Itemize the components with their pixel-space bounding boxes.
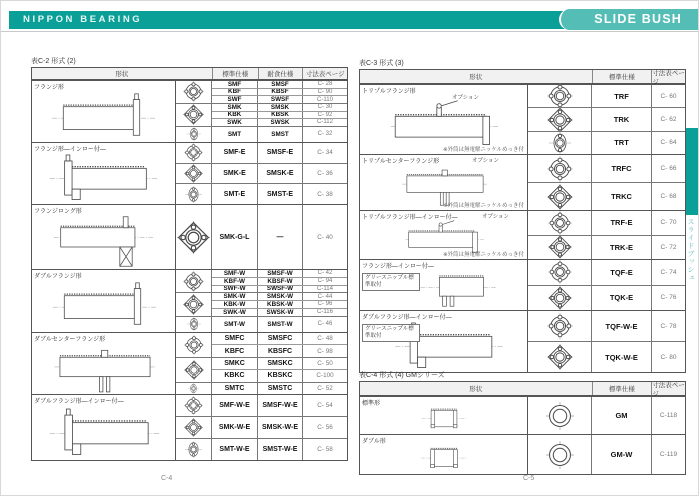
corrosion-model: SMSF-E [258, 143, 303, 163]
col-shape: 形状 [360, 382, 593, 395]
corrosion-model: SMSTC [258, 383, 303, 394]
table-c4-title: 表C-4 形式 (4) GMシリーズ [359, 372, 445, 379]
page-ref: C- 56 [317, 424, 333, 431]
brand-logo: NIPPON BEARING [23, 14, 143, 25]
col-corrosion: 耐食仕様 [259, 68, 304, 79]
flange-drawing [36, 91, 172, 141]
round-flange-icon [183, 271, 204, 292]
table-c4-header [360, 382, 685, 396]
col-page: 寸法表ページ [652, 381, 685, 398]
oval-flange-icon [187, 127, 201, 141]
page-ref: C-114 [317, 285, 333, 292]
table-c2-block [31, 57, 348, 461]
table-row [212, 104, 347, 111]
page-ref: C- 42 [317, 270, 333, 277]
page-ref: C- 48 [317, 335, 333, 343]
section-triple-flange [360, 84, 685, 154]
corrosion-model: SMSK [258, 104, 303, 111]
table-row [212, 308, 347, 316]
page-ref: C- 60 [660, 92, 677, 100]
section-triple-flange-spigot [360, 210, 685, 259]
standard-model: SMFC [212, 333, 258, 344]
double-flange-spigot-drawing [34, 406, 176, 459]
page-number-right: C-5 [523, 475, 535, 482]
shape-type-label: トリプルセンターフランジ形 [362, 159, 440, 165]
corrosion-model: SMST-W [258, 317, 303, 332]
square-flange-icon [547, 107, 573, 133]
page-ref: C- 78 [660, 322, 677, 330]
table-row [212, 300, 347, 308]
standard-model: SMF-E [212, 143, 258, 163]
page-ref: C-110 [317, 96, 333, 103]
section-flange-long [32, 204, 347, 269]
page-ref: C- 34 [317, 149, 333, 157]
table-row [212, 395, 347, 416]
table-row [212, 317, 347, 332]
table-c3-title: 表C-3 形式 (3) [359, 60, 404, 67]
table-row [212, 205, 347, 269]
round-flange-icon [184, 396, 203, 415]
col-page: 寸法表ページ [652, 69, 685, 86]
standard-model: SMK-W-E [212, 417, 258, 438]
standard-model: TQF-W-E [592, 311, 652, 341]
table-row [212, 358, 347, 369]
corrosion-model: SWSF-W [258, 286, 303, 293]
oval-flange-icon [549, 132, 571, 154]
corrosion-model: ― [258, 205, 303, 269]
square-flange-icon [184, 360, 204, 380]
triple-flange-drawing [366, 97, 524, 149]
standard-model: KBF [212, 89, 258, 96]
page-ref: C- 76 [660, 294, 677, 302]
standard-model: KBFC [212, 345, 258, 356]
corrosion-model: KBSF [258, 89, 303, 96]
oval-flange-icon [188, 383, 199, 394]
gm-double-drawing [392, 441, 496, 473]
page-ref: C-118 [659, 412, 678, 419]
standard-model: SMT-E [212, 184, 258, 204]
shape-type-label: ダブルフランジ形 [34, 274, 82, 280]
shape-type-label: フランジ形―インロー付― [362, 264, 434, 270]
round-bush-icon [546, 441, 574, 469]
page-ref: C- 30 [317, 104, 333, 111]
page-ref: C- 68 [660, 193, 677, 200]
corrosion-model: SWSF [258, 96, 303, 103]
grease-nipple-tag: グリースニップル標準取付 [362, 273, 420, 291]
round-flange-icon [547, 83, 573, 109]
standard-model: TRKC [592, 183, 652, 210]
product-title: SLIDE BUSH [594, 12, 682, 26]
page-ref: C- 38 [317, 190, 333, 198]
square-flange-icon [177, 221, 210, 254]
standard-model: SMK-E [212, 164, 258, 184]
option-label: オプション [452, 95, 480, 101]
table-c4-block [359, 371, 686, 475]
nickel-plating-note: ※外筒は無電解ニッケルめっき付 [442, 203, 524, 209]
round-flange-icon [184, 143, 203, 162]
table-row [212, 95, 347, 103]
standard-model: GM-W [592, 435, 652, 474]
page-ref: C- 98 [317, 347, 333, 355]
page-ref: C- 62 [660, 115, 677, 123]
table-row [212, 164, 347, 184]
table-row [212, 88, 347, 96]
page-number-left: C-4 [161, 475, 173, 482]
table-row [212, 417, 347, 438]
standard-model: KBF-W [212, 278, 258, 285]
col-shape: 形状 [32, 68, 213, 79]
table-c2 [31, 67, 348, 461]
standard-model: SMK-W [212, 293, 258, 300]
standard-model: SWK [212, 119, 258, 126]
table-row [212, 118, 347, 126]
table-row [212, 383, 347, 394]
page-ref: C- 36 [317, 170, 333, 177]
page-ref: C-116 [317, 309, 333, 316]
grease-nipple-tag: グリースニップル標準取付 [362, 324, 420, 342]
shape-type-label: ダブル形 [362, 439, 386, 445]
round-flange-icon [547, 156, 573, 182]
square-flange-icon [548, 286, 572, 310]
shape-type-label: フランジ形 [34, 85, 64, 91]
page-ref: C- 46 [317, 321, 333, 328]
table-row [592, 311, 685, 341]
corrosion-model: KBSKC [258, 370, 303, 381]
section-double-center-flange [32, 332, 347, 394]
standard-model: TQF-E [592, 260, 652, 285]
section-flange [32, 80, 347, 142]
shape-type-label: ダブルセンターフランジ形 [34, 337, 106, 343]
section-gm-standard [360, 396, 685, 434]
table-c4 [359, 381, 686, 475]
page-ref: C-112 [317, 119, 333, 126]
section-gm-double [360, 434, 685, 474]
table-row [592, 155, 685, 182]
table-row [212, 369, 347, 381]
page-ref: C- 70 [660, 219, 677, 227]
table-row [212, 333, 347, 344]
page-ref: C- 52 [317, 384, 333, 392]
corrosion-model: SMSF-W [258, 270, 303, 277]
shape-type-label: トリプルフランジ形―インロー付― [362, 215, 458, 221]
table-row [592, 342, 685, 372]
corrosion-model: SMST-W-E [258, 439, 303, 460]
standard-model: SMK [212, 104, 258, 111]
shape-type-label: ダブルフランジ形―インロー付― [362, 315, 452, 321]
standard-model: TQK-W-E [592, 342, 652, 372]
corrosion-model: SWSK [258, 119, 303, 126]
shape-type-label: 標準形 [362, 401, 381, 407]
section-flange-spigot-grease [360, 259, 685, 310]
standard-model: TRT [592, 132, 652, 154]
table-row [592, 211, 685, 235]
col-page: 寸法表ページ [305, 71, 345, 78]
corrosion-model: KBSF-W [258, 278, 303, 285]
col-standard: 標準仕様 [213, 68, 259, 79]
page-ref: C- 32 [317, 131, 333, 138]
standard-model: KBKC [212, 370, 258, 381]
standard-model: SWF [212, 96, 258, 103]
round-flange-icon [548, 211, 572, 235]
round-flange-icon [548, 260, 572, 284]
standard-model: TRFC [592, 155, 652, 182]
standard-model: SMF [212, 81, 258, 88]
page-ref: C- 96 [317, 301, 333, 308]
standard-model: SMTC [212, 383, 258, 394]
oval-flange-icon [185, 186, 202, 203]
option-label: オプション [472, 158, 500, 164]
table-row [212, 293, 347, 300]
standard-model: TQK-E [592, 286, 652, 311]
section-flange-spigot [32, 142, 347, 204]
corrosion-model: KBSFC [258, 345, 303, 356]
standard-model: SMKC [212, 358, 258, 369]
round-flange-icon [183, 81, 204, 102]
table-c2-title: 表C-2 形式 (2) [31, 58, 76, 65]
page-ref: C- 54 [317, 402, 333, 409]
section-double-flange-spigot-grease [360, 310, 685, 372]
table-c3-block [359, 59, 686, 373]
round-bush-icon [546, 402, 574, 430]
shape-type-label: フランジロング形 [34, 209, 82, 215]
gm-standard-drawing [406, 402, 482, 433]
header-divider [1, 31, 698, 32]
table-c3-header [360, 70, 685, 84]
round-flange-icon [184, 335, 204, 355]
shape-type-label: フランジ形―インロー付― [34, 147, 106, 153]
square-flange-icon [184, 164, 203, 183]
table-row [592, 183, 685, 210]
corrosion-model: SMST [258, 127, 303, 142]
section-double-flange [32, 269, 347, 332]
round-flange-icon [547, 313, 573, 339]
table-row [212, 270, 347, 277]
page-ref: C- 50 [317, 360, 333, 367]
corrosion-model: KBSK-W [258, 301, 303, 308]
table-c3 [359, 69, 686, 373]
square-flange-icon [547, 184, 573, 210]
page-ref: C- 40 [317, 233, 333, 241]
page-ref: C-100 [316, 372, 334, 380]
standard-model: TRK [592, 108, 652, 130]
standard-model: SMK-G-L [212, 205, 258, 269]
standard-model: TRF-E [592, 211, 652, 235]
corrosion-model: SMSK-W [258, 293, 303, 300]
corrosion-model: SMSF-W-E [258, 395, 303, 416]
corrosion-model: SMSKC [258, 358, 303, 369]
page-ref: C- 28 [317, 81, 333, 88]
page-ref: C- 90 [317, 88, 333, 95]
corrosion-model: SWSK-W [258, 309, 303, 316]
flange-spigot-drawing [36, 152, 172, 204]
oval-flange-icon [187, 317, 201, 331]
standard-model: SMT-W-E [212, 439, 258, 460]
table-row [592, 85, 685, 107]
page-ref: C- 44 [317, 293, 333, 300]
section-index-label: スライドブッシュ [687, 218, 694, 282]
page-ref: C-119 [659, 451, 678, 458]
shape-type-label: ダブルフランジ形―インロー付― [34, 399, 124, 405]
standard-model: SMT-W [212, 317, 258, 332]
section-triple-center-flange [360, 154, 685, 210]
table-row [592, 286, 685, 311]
table-row [212, 143, 347, 163]
oval-flange-icon [185, 441, 202, 458]
table-c2-header [32, 68, 347, 80]
standard-model: KBK [212, 112, 258, 119]
page-ref: C- 94 [317, 278, 333, 285]
corrosion-model: SMSFC [258, 333, 303, 344]
page-ref: C- 66 [660, 165, 677, 172]
standard-model: SMF-W [212, 270, 258, 277]
table-row [592, 108, 685, 130]
standard-model: GM [592, 397, 652, 434]
page-ref: C- 58 [317, 446, 333, 453]
corrosion-model: SMSK-E [258, 164, 303, 184]
table-row [212, 127, 347, 142]
table-row [592, 397, 685, 434]
table-row [212, 285, 347, 293]
corrosion-model: SMST-E [258, 184, 303, 204]
table-row [592, 236, 685, 260]
corrosion-model: SMSK-W-E [258, 417, 303, 438]
square-flange-icon [184, 418, 203, 437]
table-row [212, 81, 347, 88]
page-ref: C- 64 [660, 139, 677, 147]
table-row [212, 344, 347, 356]
corrosion-model: SMSF [258, 81, 303, 88]
section-double-flange-spigot [32, 394, 347, 460]
page-ref: C- 72 [660, 243, 677, 251]
col-shape: 形状 [360, 70, 593, 83]
table-row [212, 184, 347, 204]
flange-long-drawing [36, 214, 172, 269]
square-flange-icon [548, 235, 572, 259]
standard-model: SWK-W [212, 309, 258, 316]
page-ref: C- 80 [660, 353, 677, 361]
table-row [592, 260, 685, 285]
col-standard: 標準仕様 [593, 70, 653, 83]
standard-model: SWF-W [212, 286, 258, 293]
col-standard: 標準仕様 [593, 382, 653, 395]
square-flange-icon [547, 344, 573, 370]
standard-model: TRF [592, 85, 652, 107]
table-row [592, 132, 685, 154]
shape-type-label: トリプルフランジ形 [362, 89, 416, 95]
standard-model: SMT [212, 127, 258, 142]
standard-model: TRK-E [592, 236, 652, 260]
nickel-plating-note: ※外筒は無電解ニッケルめっき付 [442, 147, 524, 153]
option-label: オプション [482, 214, 510, 220]
table-row [592, 435, 685, 474]
square-flange-icon [183, 104, 204, 125]
page-ref: C- 74 [660, 268, 677, 276]
square-flange-icon [183, 294, 204, 315]
product-tab [559, 9, 698, 30]
table-row [212, 277, 347, 285]
corrosion-model: KBSK [258, 112, 303, 119]
standard-model: SMF-W-E [212, 395, 258, 416]
standard-model: KBK-W [212, 301, 258, 308]
table-row [212, 111, 347, 119]
page-ref: C- 92 [317, 111, 333, 118]
table-row [212, 439, 347, 460]
double-flange-drawing [34, 280, 176, 330]
double-center-flange-drawing [34, 342, 176, 394]
nickel-plating-note: ※外筒は無電解ニッケルめっき付 [442, 252, 524, 258]
